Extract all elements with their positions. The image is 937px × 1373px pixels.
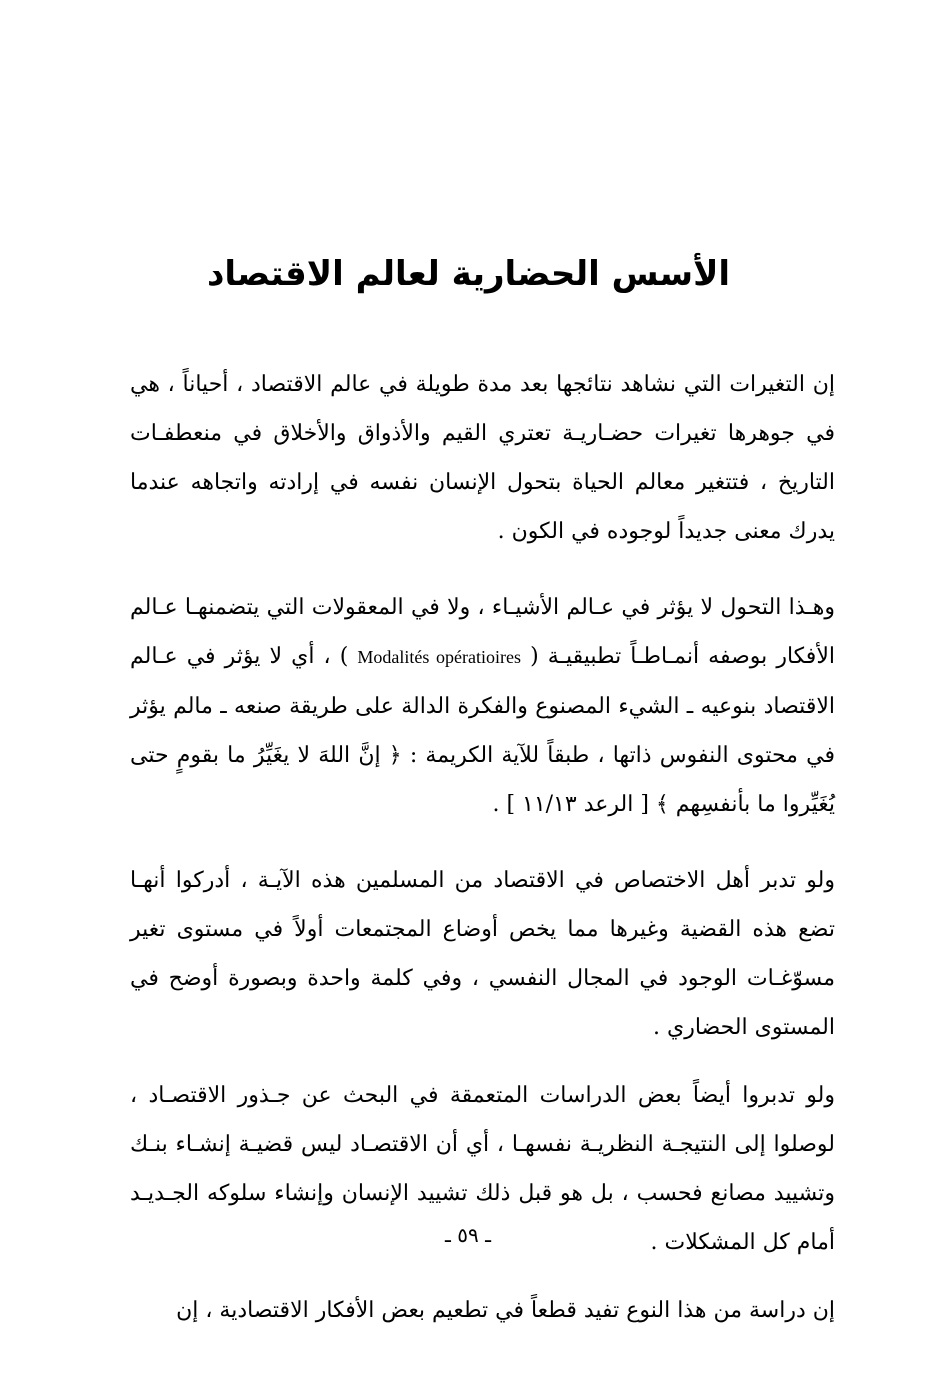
paragraph-2-end: ) ، أي لا يؤثر في عـالم الاقتصاد بنوعيه ـ الشيء المصنوع والفكرة الدالة على طريقة صنعه ـ مالم يؤثر في محتوى النفوس ذاتها ، طبقاً للآية الكريمة : ﴿ إنَّ اللهَ لا يغَيِّرُ ما بقومٍ حتى يُغَيِّروا ما بأنفسِهم ﴾ [ الرعد ١١/١٣ ] . <box>130 644 835 817</box>
paragraph-5: إن دراسة من هذا النوع تفيد قطعاً في تطعيم بعض الأفكار الاقتصادية ، إن <box>176 1298 835 1323</box>
page-number: ـ ٥٩ ـ <box>445 1223 491 1247</box>
body-text <box>130 360 835 1335</box>
paragraph-1: إن التغيرات التي نشاهد نتائجها بعد مدة طويلة في عالم الاقتصاد ، أحياناً ، هي في جوهرها تغيرات حضـاريـة تعتري القيم والأذواق والأخلاق في منعطفـات التاريخ ، فتتغير معالم الحياة بتحول الإنسان نفسه في إرادته واتجاهه عندما يدرك معنى جديداً لوجوده في الكون . <box>130 372 835 544</box>
paragraph-2 <box>130 583 835 829</box>
paragraph-3: ولو تدبر أهل الاختصاص في الاقتصاد من المسلمين هذه الآيـة ، أدركوا أنهـا تضع هذه القضية وغيرها مما يخص أوضاع المجتمعات أولاً في مستوى تغير مسوّغـات الوجود في المجال النفسي ، وفي كلمة واحدة وبصورة أوضح في المستوى الحضاري . <box>130 868 835 1040</box>
paragraph-4: ولو تدبروا أيضاً بعض الدراسات المتعمقة في البحث عن جـذور الاقتصـاد ، لوصلوا إلى النتيجـة النظريـة نفسهـا ، أي أن الاقتصـاد ليس قضيـة إنشـاء بنـك وتشييد مصانع فحسب ، بل هو قبل ذلك تشييد الإنسان وإنشاء سلوكه الجـديـد أمام كل المشكلات . <box>130 1083 835 1255</box>
paragraph-2-start: وهـذا التحول لا يؤثر في عـالم الأشيـاء ، ولا في المعقولات التي يتضمنهـا عـالم الأفكار بوصفه أنمـاطـاً تطبيقيـة ( <box>130 595 835 669</box>
chapter-title: الأسس الحضارية لعالم الاقتصاد <box>206 254 731 294</box>
french-term: Modalités opératioires <box>357 647 521 667</box>
